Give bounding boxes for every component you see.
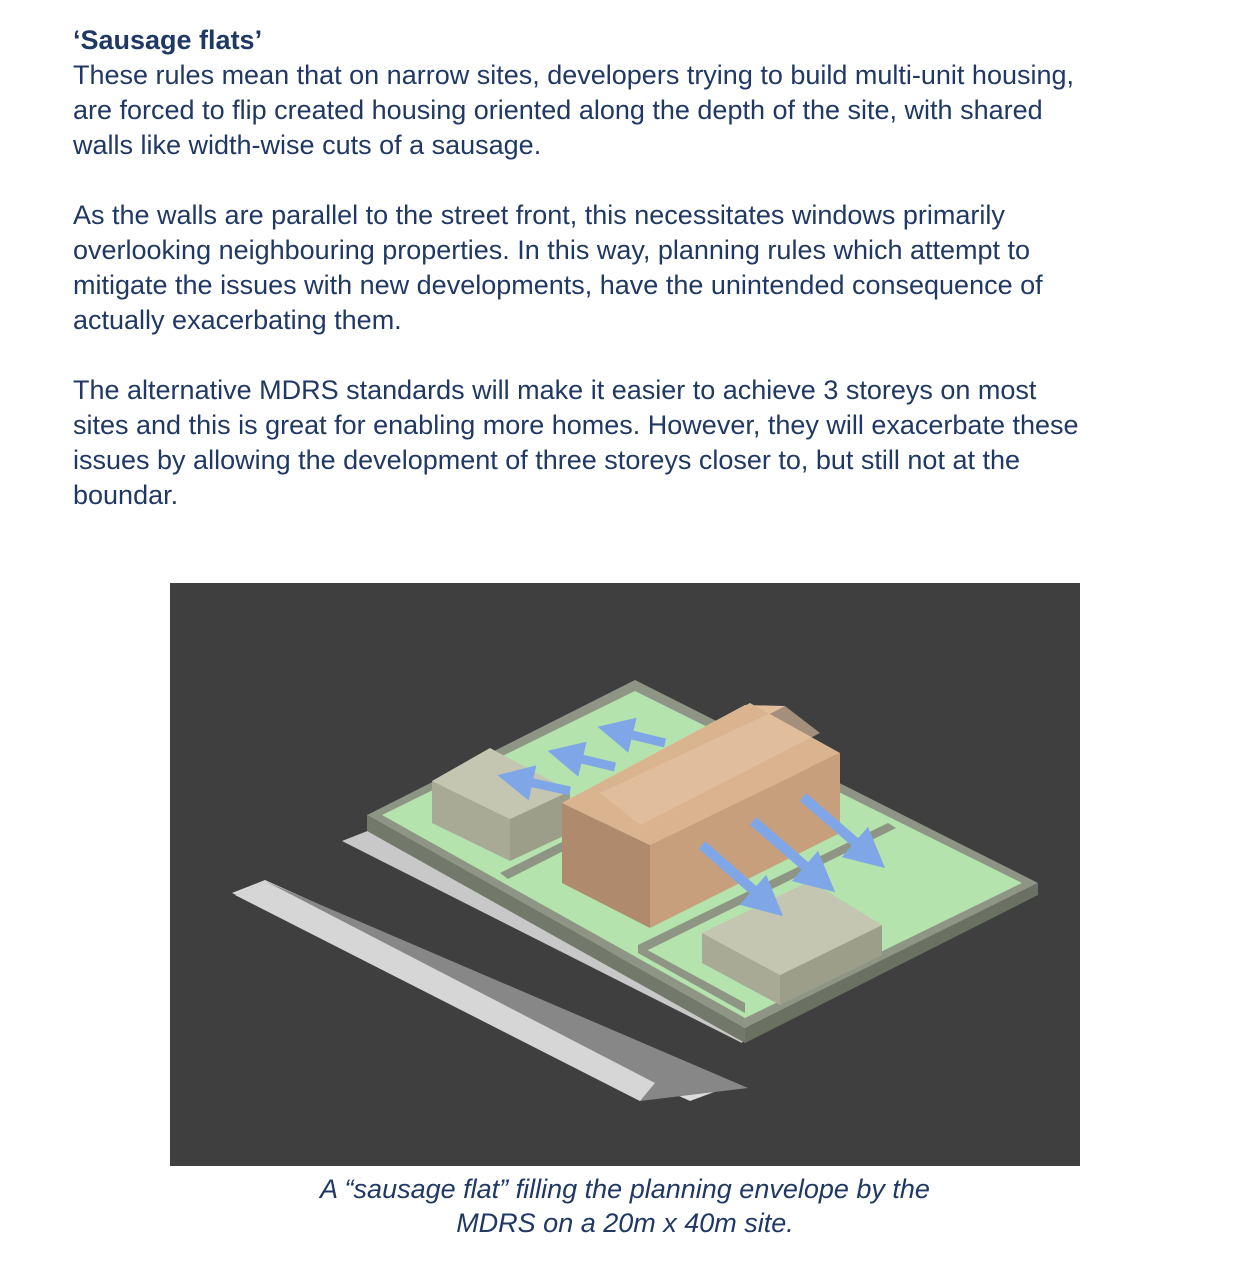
figure-caption [170, 1172, 1080, 1240]
paragraph-2-line-1: As the walls are parallel to the street front, this necessitates windows primarily [73, 200, 1005, 230]
paragraph-2-line-4: actually exacerbating them. [73, 305, 402, 335]
isometric-site-drawing [170, 583, 1080, 1166]
paragraph-3-line-1: The alternative MDRS standards will make it easier to achieve 3 storeys on most [73, 375, 1037, 405]
paragraph-1-line-1: These rules mean that on narrow sites, developers trying to build multi-unit housing, [73, 60, 1075, 90]
paragraph-3 [73, 373, 1183, 513]
paragraph-1 [73, 58, 1183, 163]
paragraph-2-line-3: mitigate the issues with new developments, have the unintended consequence of [73, 270, 1043, 300]
section-heading: ‘Sausage flats’ [73, 25, 263, 55]
paragraph-1-line-3: walls like width-wise cuts of a sausage. [73, 130, 542, 160]
site-illustration [170, 583, 1080, 1166]
paragraph-3-line-2: sites and this is great for enabling more homes. However, they will exacerbate these [73, 410, 1079, 440]
paragraph-2 [73, 198, 1183, 338]
paragraph-1-line-2: are forced to flip created housing oriented along the depth of the site, with shared [73, 95, 1043, 125]
caption-line-1: A “sausage flat” filling the planning envelope by the [320, 1174, 930, 1204]
caption-line-2: MDRS on a 20m x 40m site. [456, 1208, 794, 1238]
paragraph-2-line-2: overlooking neighbouring properties. In this way, planning rules which attempt to [73, 235, 1031, 265]
document-body [73, 22, 1183, 513]
paragraph-3-line-3: issues by allowing the development of three storeys closer to, but still not at the [73, 445, 1021, 475]
paragraph-3-line-4: boundar. [73, 480, 179, 510]
